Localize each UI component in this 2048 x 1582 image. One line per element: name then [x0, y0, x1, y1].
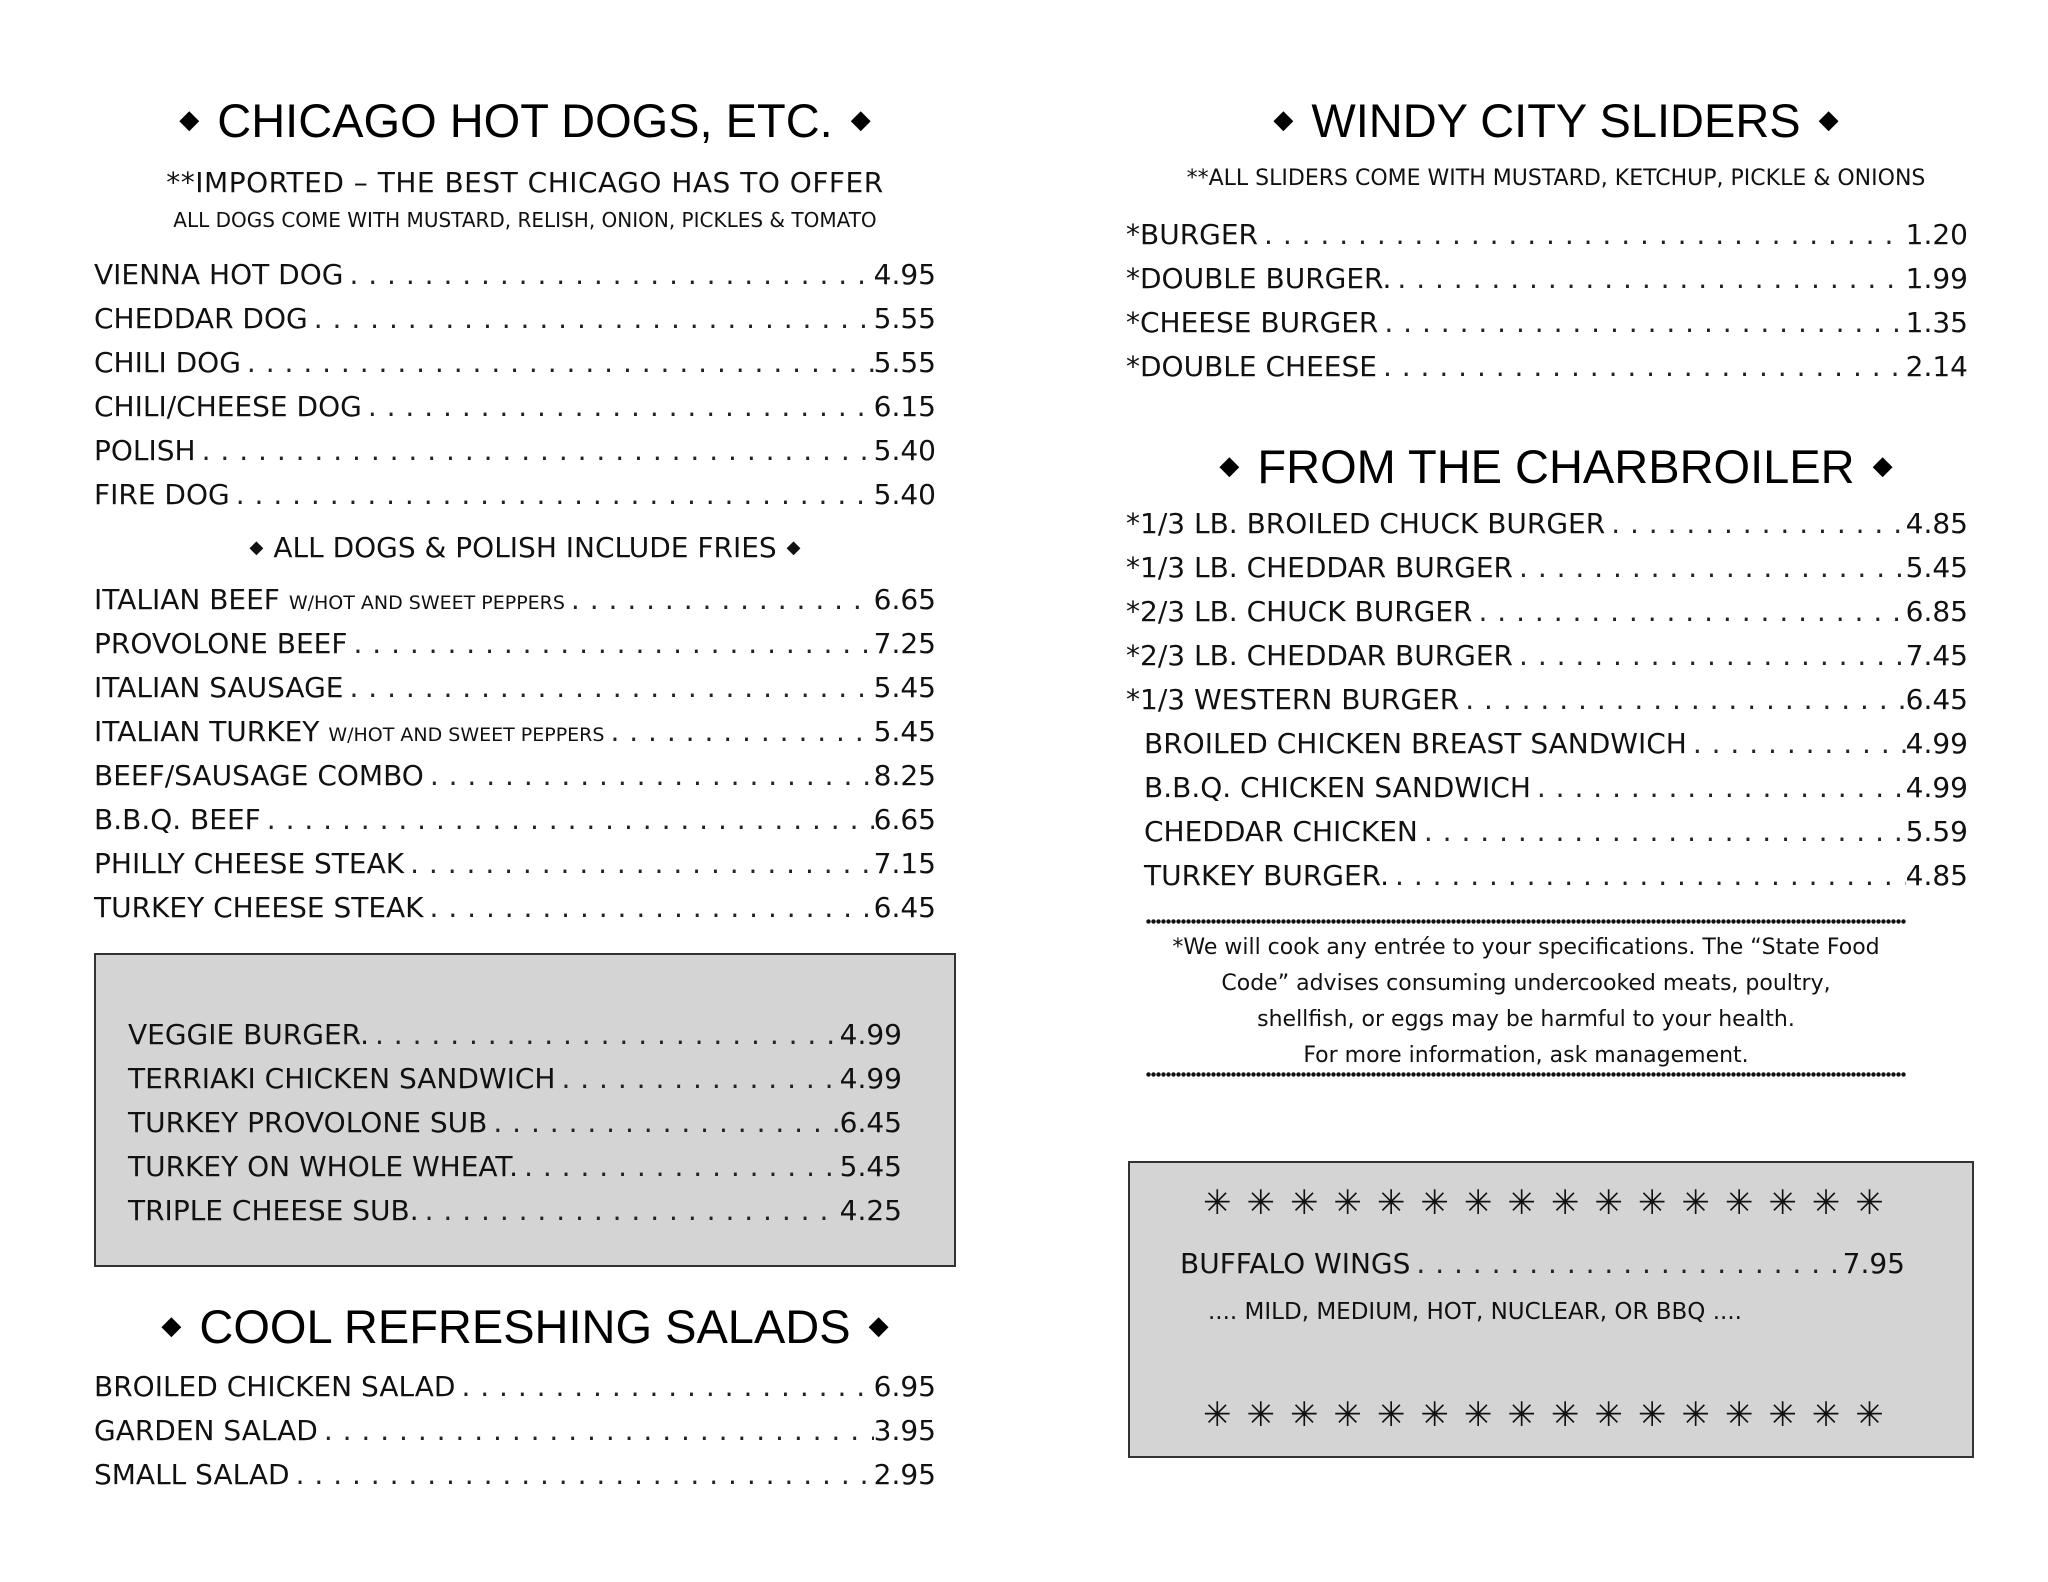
dot-leader: [1418, 815, 1906, 848]
item-price: 3.95: [873, 1414, 936, 1447]
salads-title-text: COOL REFRESHING SALADS: [199, 1300, 851, 1353]
item-price: 6.85: [1905, 595, 1968, 628]
menu-item: [128, 1106, 902, 1150]
item-price: 6.65: [873, 803, 936, 836]
menu-item: [94, 583, 936, 627]
item-name: TURKEY PROVOLONE SUB: [128, 1106, 488, 1139]
disclaimer-line: For more information, ask management.: [1303, 1043, 1749, 1068]
item-price: 4.25: [839, 1194, 902, 1227]
item-price: 5.40: [873, 478, 936, 511]
dot-leader: [318, 1414, 874, 1447]
dot-leader: [1513, 639, 1906, 672]
dot-leader: [1513, 551, 1906, 584]
menu-item: [94, 258, 936, 302]
menu-item: [94, 1458, 936, 1502]
item-name: CHEDDAR DOG: [94, 302, 308, 335]
sliders-title-text: WINDY CITY SLIDERS: [1311, 94, 1801, 147]
charbroiler-list: [1126, 507, 1968, 903]
sliders-list: [1126, 218, 1968, 394]
item-price: 6.65: [873, 583, 936, 616]
item-name: *1/3 LB. CHEDDAR BURGER: [1126, 551, 1514, 584]
hot-dogs-title: [94, 94, 956, 147]
item-price: 1.99: [1905, 262, 1968, 295]
menu-item: [94, 891, 936, 935]
menu-item: [128, 1194, 902, 1238]
item-price: 4.99: [1905, 727, 1968, 760]
sliders-title: [1126, 94, 1986, 147]
item-name: BUFFALO WINGS: [1180, 1247, 1411, 1280]
item-name: GARDEN SALAD: [94, 1414, 318, 1447]
menu-item: [1126, 771, 1968, 815]
item-name: FIRE DOG: [94, 478, 230, 511]
item-name: VEGGIE BURGER.: [128, 1018, 369, 1051]
item-name: PHILLY CHEESE STEAK: [94, 847, 405, 880]
menu-item: [94, 1370, 936, 1414]
item-price: 5.59: [1905, 815, 1968, 848]
item-name: [94, 583, 565, 616]
sliders-note: **ALL SLIDERS COME WITH MUSTARD, KETCHUP, PICKLE & ONIONS: [1186, 166, 1926, 191]
dot-leader: [419, 1194, 840, 1227]
item-price: 1.35: [1905, 306, 1968, 339]
dot-leader: [1378, 306, 1905, 339]
dot-leader: [196, 434, 874, 467]
wings-box: [1128, 1161, 1974, 1458]
item-price: 4.85: [1905, 507, 1968, 540]
item-detail: W/HOT AND SWEET PEPPERS: [288, 592, 565, 614]
fries-note-text: ALL DOGS & POLISH INCLUDE FRIES: [273, 531, 777, 564]
item-price: 4.99: [839, 1062, 902, 1095]
dot-leader: [424, 891, 874, 924]
item-price: 4.99: [1905, 771, 1968, 804]
item-price: 5.45: [1905, 551, 1968, 584]
dot-leader: [1391, 262, 1905, 295]
menu-item: [1126, 639, 1968, 683]
diamond-icon: ◆: [1818, 104, 1839, 134]
menu-item: [1126, 859, 1968, 903]
diamond-icon: ◆: [868, 1310, 889, 1340]
item-price: 6.45: [1905, 683, 1968, 716]
dot-leader: [455, 1370, 873, 1403]
diamond-icon: ◆: [1273, 104, 1294, 134]
item-name-text: ITALIAN TURKEY: [94, 715, 320, 748]
menu-item: [1126, 507, 1968, 551]
menu-item: [94, 759, 936, 803]
diamond-icon: ◆: [1219, 450, 1240, 480]
item-price: 2.95: [873, 1458, 936, 1491]
menu-item: [1126, 551, 1968, 595]
dot-leader: [362, 390, 874, 423]
menu-item: [94, 627, 936, 671]
hot-dogs-title-text: CHICAGO HOT DOGS, ETC.: [217, 94, 833, 147]
dot-leader: [404, 847, 874, 880]
item-name: CHILI DOG: [94, 346, 241, 379]
item-name: *CHEESE BURGER: [1126, 306, 1379, 339]
item-detail: W/HOT AND SWEET PEPPERS: [328, 724, 605, 746]
item-name: *2/3 LB. CHUCK BURGER: [1126, 595, 1473, 628]
item-name: TURKEY CHEESE STEAK: [94, 891, 424, 924]
asterisk-border: ✳✳✳✳✳✳✳✳✳✳✳✳✳✳✳✳: [1203, 1395, 1899, 1435]
menu-item: [1126, 595, 1968, 639]
diamond-icon: ◆: [249, 537, 264, 558]
item-price: 6.45: [873, 891, 936, 924]
diamond-icon: ◆: [850, 104, 871, 134]
dot-leader: [604, 715, 873, 748]
item-name: PROVOLONE BEEF: [94, 627, 348, 660]
specials-list: [128, 1018, 902, 1238]
asterisk-border: ✳✳✳✳✳✳✳✳✳✳✳✳✳✳✳✳: [1203, 1183, 1899, 1223]
dot-leader: [1389, 859, 1906, 892]
item-name: B.B.Q. BEEF: [94, 803, 261, 836]
menu-item: [94, 478, 936, 522]
item-name: *BURGER: [1126, 218, 1259, 251]
item-price: 7.15: [873, 847, 936, 880]
disclaimer: [1126, 930, 1926, 1074]
disclaimer-line: *We will cook any entrée to your specifications. The “State Food: [1172, 935, 1880, 960]
fries-note: [94, 531, 956, 564]
item-price: 2.14: [1905, 350, 1968, 383]
dot-leader: [343, 671, 873, 704]
item-price: 1.20: [1905, 218, 1968, 251]
item-name: BROILED CHICKEN BREAST SANDWICH: [1144, 727, 1687, 760]
item-name: BROILED CHICKEN SALAD: [94, 1370, 456, 1403]
menu-item: [94, 715, 936, 759]
menu-item: [94, 346, 936, 390]
menu-item: [94, 671, 936, 715]
item-price: 5.45: [839, 1150, 902, 1183]
salads-title: [94, 1300, 956, 1353]
dot-leader: [1531, 771, 1906, 804]
item-price: 5.55: [873, 302, 936, 335]
charbroiler-title: [1126, 440, 1986, 493]
dot-leader: [1459, 683, 1905, 716]
sandwich-list: [94, 583, 936, 935]
item-price: 7.45: [1905, 639, 1968, 672]
dot-leader: [230, 478, 874, 511]
dot-leader: [1410, 1247, 1842, 1280]
item-name: B.B.Q. CHICKEN SANDWICH: [1144, 771, 1531, 804]
item-name: ITALIAN SAUSAGE: [94, 671, 344, 704]
menu-item: [1126, 306, 1968, 350]
menu-item: [128, 1150, 902, 1194]
dot-leader: [487, 1106, 839, 1139]
item-name: POLISH: [94, 434, 196, 467]
menu-item: [128, 1018, 902, 1062]
menu-item: [1126, 262, 1968, 306]
hot-dogs-note: ALL DOGS COME WITH MUSTARD, RELISH, ONION, PICKLES & TOMATO: [173, 208, 877, 232]
item-price: 5.45: [873, 715, 936, 748]
menu-item: [1180, 1247, 1905, 1291]
diamond-icon: ◆: [786, 537, 801, 558]
item-price: 4.95: [873, 258, 936, 291]
item-name: TURKEY BURGER.: [1144, 859, 1390, 892]
dot-leader: [343, 258, 873, 291]
dot-leader: [565, 583, 874, 616]
item-price: 5.40: [873, 434, 936, 467]
disclaimer-line: Code” advises consuming undercooked meats, poultry,: [1221, 971, 1831, 996]
specials-box: [94, 953, 956, 1267]
item-price: 5.45: [873, 671, 936, 704]
dot-leader: [369, 1018, 840, 1051]
dot-leader: [347, 627, 873, 660]
dot-leader: [241, 346, 874, 379]
diamond-icon: ◆: [1872, 450, 1893, 480]
dot-leader: [290, 1458, 874, 1491]
hot-dogs-subtitle: **IMPORTED – THE BEST CHICAGO HAS TO OFFER: [166, 166, 884, 199]
disclaimer-line: shellfish, or eggs may be harmful to your health.: [1257, 1007, 1795, 1032]
dot-leader: [1258, 218, 1906, 251]
item-name: SMALL SALAD: [94, 1458, 290, 1491]
menu-item: [94, 434, 936, 478]
dot-leader: [555, 1062, 839, 1095]
menu-item: [1126, 218, 1968, 262]
menu-item: [1126, 683, 1968, 727]
item-name: CHEDDAR CHICKEN: [1144, 815, 1418, 848]
dot-leader: [1605, 507, 1905, 540]
item-name: *2/3 LB. CHEDDAR BURGER: [1126, 639, 1514, 672]
menu-item: [128, 1062, 902, 1106]
menu-item: [1126, 727, 1968, 771]
dot-leader: [1687, 727, 1906, 760]
item-name: *1/3 LB. BROILED CHUCK BURGER: [1126, 507, 1606, 540]
item-price: 4.99: [839, 1018, 902, 1051]
diamond-icon: ◆: [161, 1310, 182, 1340]
item-name: TERRIAKI CHICKEN SANDWICH: [128, 1062, 556, 1095]
menu-item: [94, 390, 936, 434]
dot-leader: [1473, 595, 1906, 628]
item-price: 7.25: [873, 627, 936, 660]
item-name: *DOUBLE BURGER.: [1126, 262, 1392, 295]
menu-item: [94, 847, 936, 891]
wings-options: .... MILD, MEDIUM, HOT, NUCLEAR, OR BBQ ....: [1208, 1299, 1742, 1325]
item-name: BEEF/SAUSAGE COMBO: [94, 759, 424, 792]
menu-item: [94, 1414, 936, 1458]
item-name: CHILI/CHEESE DOG: [94, 390, 362, 423]
wings-list: [1180, 1247, 1905, 1291]
item-price: 8.25: [873, 759, 936, 792]
item-price: 6.15: [873, 390, 936, 423]
item-name: *DOUBLE CHEESE: [1126, 350, 1377, 383]
menu-item: [94, 302, 936, 346]
item-price: 6.95: [873, 1370, 936, 1403]
item-price: 4.85: [1905, 859, 1968, 892]
hot-dogs-list: [94, 258, 936, 522]
item-price: 5.55: [873, 346, 936, 379]
item-name: TRIPLE CHEESE SUB.: [128, 1194, 419, 1227]
dotted-divider: [1146, 1071, 1906, 1078]
item-price: 6.45: [839, 1106, 902, 1139]
item-name-text: ITALIAN BEEF: [94, 583, 280, 616]
charbroiler-title-text: FROM THE CHARBROILER: [1257, 440, 1855, 493]
dot-leader: [1377, 350, 1906, 383]
item-name: [94, 715, 604, 748]
item-name: TURKEY ON WHOLE WHEAT.: [128, 1150, 519, 1183]
salads-list: [94, 1370, 936, 1502]
dot-leader: [424, 759, 874, 792]
diamond-icon: ◆: [179, 104, 200, 134]
item-name: VIENNA HOT DOG: [94, 258, 344, 291]
dotted-divider: [1146, 918, 1906, 925]
dot-leader: [261, 803, 874, 836]
dot-leader: [518, 1150, 840, 1183]
item-name: *1/3 WESTERN BURGER: [1126, 683, 1460, 716]
menu-item: [94, 803, 936, 847]
menu-item: [1126, 815, 1968, 859]
item-price: 7.95: [1842, 1247, 1905, 1280]
dot-leader: [308, 302, 874, 335]
menu-item: [1126, 350, 1968, 394]
